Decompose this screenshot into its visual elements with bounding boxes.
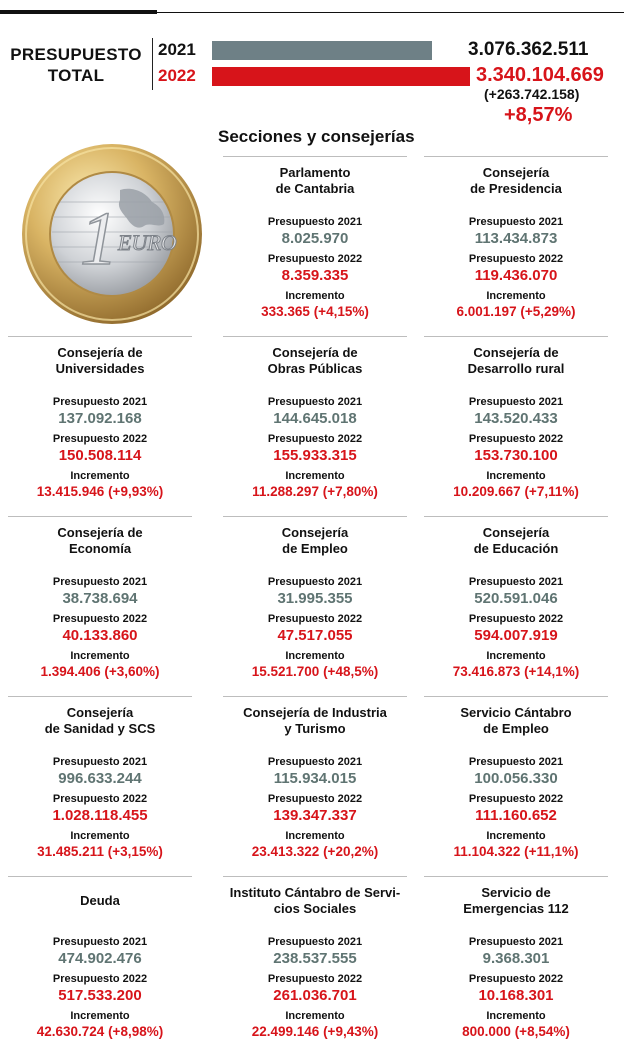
section-name-line1: Parlamento [279, 165, 351, 180]
section-rule [424, 336, 608, 337]
section-rule [223, 516, 407, 517]
section-name [8, 521, 192, 561]
increment-value: 333.365 (+4,15%) [261, 304, 369, 319]
increment-value: 1.394.406 (+3,60%) [40, 664, 160, 679]
section-name-line2: cios Sociales [273, 901, 357, 916]
section-name-line2: y Turismo [284, 721, 346, 736]
section-name-line1: Consejería [281, 525, 349, 540]
section-name-line1: Consejería [482, 525, 550, 540]
budget-2021-label: Presupuesto 2021 [468, 936, 564, 948]
section-rule [8, 516, 192, 517]
section-name [223, 161, 407, 201]
budget-2021-value: 474.902.476 [58, 950, 142, 967]
section-name-line2: de Sanidad y SCS [44, 721, 156, 736]
total-value-2021: 3.076.362.511 [468, 39, 589, 60]
increment-label: Incremento [486, 830, 546, 842]
section-card [8, 516, 192, 696]
budget-2022-value: 155.933.315 [273, 447, 357, 464]
budget-2022-value: 40.133.860 [62, 627, 138, 644]
budget-2021-label: Presupuesto 2021 [267, 396, 363, 408]
increment-label: Incremento [486, 650, 546, 662]
budget-2021-value: 115.934.015 [273, 770, 357, 787]
budget-2022-label: Presupuesto 2022 [468, 973, 564, 985]
total-value-2022: 3.340.104.669 [476, 64, 604, 86]
section-name-line2: Emergencias 112 [463, 901, 569, 916]
section-rule [223, 156, 407, 157]
budget-2021-label: Presupuesto 2021 [52, 936, 148, 948]
coin-text: EURO [118, 230, 177, 255]
increment-value: 15.521.700 (+48,5%) [251, 664, 379, 679]
budget-2022-label: Presupuesto 2022 [267, 793, 363, 805]
budget-2022-label: Presupuesto 2022 [468, 253, 564, 265]
budget-2022-value: 47.517.055 [277, 627, 353, 644]
section-card [223, 876, 407, 1056]
increment-label: Incremento [486, 1010, 546, 1022]
increment-value: 22.499.146 (+9,43%) [251, 1024, 379, 1039]
increment-value: 6.001.197 (+5,29%) [456, 304, 576, 319]
section-rule [223, 336, 407, 337]
budget-2021-label: Presupuesto 2021 [267, 216, 363, 228]
section-rule [223, 876, 407, 877]
budget-2021-label: Presupuesto 2021 [52, 576, 148, 588]
section-name-line1: Consejería de [473, 345, 559, 360]
budget-2021-value: 143.520.433 [474, 410, 558, 427]
budget-2022-value: 10.168.301 [478, 987, 554, 1004]
increment-label: Incremento [70, 650, 130, 662]
increment-value: 10.209.667 (+7,11%) [453, 484, 579, 499]
budget-2022-label: Presupuesto 2022 [52, 433, 148, 445]
budget-2021-value: 137.092.168 [58, 410, 142, 427]
budget-2022-label: Presupuesto 2022 [52, 793, 148, 805]
section-name [223, 701, 407, 741]
section-name [8, 701, 192, 741]
increment-label: Incremento [285, 830, 345, 842]
increment-value: 11.104.322 (+11,1%) [453, 844, 579, 859]
budget-2021-label: Presupuesto 2021 [52, 396, 148, 408]
section-card [223, 516, 407, 696]
budget-2021-label: Presupuesto 2021 [468, 756, 564, 768]
budget-2021-value: 100.056.330 [474, 770, 558, 787]
section-name-line2: Desarrollo rural [467, 361, 565, 376]
budget-2021-value: 38.738.694 [62, 590, 138, 607]
section-name-line1: Deuda [80, 893, 120, 908]
section-rule [8, 696, 192, 697]
section-name-line1: Consejería de [272, 345, 358, 360]
section-name [424, 521, 608, 561]
total-label-line2: TOTAL [47, 66, 105, 85]
section-name [8, 341, 192, 381]
budget-2022-value: 119.436.070 [474, 267, 558, 284]
section-card [8, 876, 192, 1056]
section-rule [8, 336, 192, 337]
section-name-line1: Consejería de [57, 525, 143, 540]
budget-2022-label: Presupuesto 2022 [267, 433, 363, 445]
increment-label: Incremento [285, 470, 345, 482]
section-card [424, 696, 608, 876]
section-name-line2: Universidades [55, 361, 145, 376]
increment-label: Incremento [285, 650, 345, 662]
budget-2021-value: 31.995.355 [277, 590, 353, 607]
section-rule [8, 876, 192, 877]
section-name-line2: Economía [68, 541, 132, 556]
budget-2022-value: 594.007.919 [474, 627, 558, 644]
increment-label: Incremento [285, 290, 345, 302]
header-rule-thick [0, 10, 157, 14]
budget-2021-label: Presupuesto 2021 [52, 756, 148, 768]
budget-2022-value: 261.036.701 [273, 987, 357, 1004]
section-name-line2: de Empleo [483, 721, 549, 736]
budget-2021-value: 9.368.301 [482, 950, 550, 967]
section-name-line2: de Educación [473, 541, 559, 556]
total-label [8, 44, 144, 86]
section-name-line1: Consejería de [57, 345, 143, 360]
section-card [223, 696, 407, 876]
budget-2022-value: 517.533.200 [58, 987, 142, 1004]
coin-numeral: 1 [80, 197, 118, 281]
bar-2022 [212, 67, 470, 86]
budget-2022-label: Presupuesto 2022 [267, 253, 363, 265]
section-name [223, 881, 407, 921]
euro-coin-icon [20, 142, 204, 326]
budget-2022-value: 139.347.337 [273, 807, 357, 824]
section-name-line2: de Empleo [282, 541, 348, 556]
section-card [223, 336, 407, 516]
budget-2022-label: Presupuesto 2022 [267, 973, 363, 985]
budget-2021-label: Presupuesto 2021 [468, 216, 564, 228]
section-name-line1: Consejería [66, 705, 134, 720]
budget-2021-label: Presupuesto 2021 [468, 576, 564, 588]
section-name-line1: Servicio Cántabro [460, 705, 572, 720]
budget-2021-value: 8.025.970 [281, 230, 349, 247]
increment-value: 73.416.873 (+14,1%) [452, 664, 580, 679]
budget-2021-value: 238.537.555 [273, 950, 357, 967]
sections-subtitle: Secciones y consejerías [218, 127, 415, 146]
budget-2021-value: 520.591.046 [474, 590, 558, 607]
section-card [424, 516, 608, 696]
section-name [424, 341, 608, 381]
section-name-line2: de Cantabria [275, 181, 355, 196]
section-rule [223, 696, 407, 697]
increment-value: 42.630.724 (+8,98%) [36, 1024, 164, 1039]
budget-2022-label: Presupuesto 2022 [468, 793, 564, 805]
year-2022-label: 2022 [158, 66, 196, 85]
section-name-line2: de Presidencia [470, 181, 562, 196]
section-name [223, 341, 407, 381]
budget-2022-value: 150.508.114 [58, 447, 142, 464]
total-percent-change: +8,57% [504, 104, 573, 126]
increment-label: Incremento [70, 470, 130, 482]
increment-value: 11.288.297 (+7,80%) [252, 484, 378, 499]
section-rule [424, 516, 608, 517]
section-name-line1: Consejería de Industria [243, 705, 387, 720]
budget-2021-value: 113.434.873 [474, 230, 558, 247]
increment-label: Incremento [70, 1010, 130, 1022]
section-name-line1: Servicio de [481, 885, 551, 900]
budget-2021-label: Presupuesto 2021 [267, 756, 363, 768]
section-card [8, 336, 192, 516]
budget-2021-value: 996.633.244 [58, 770, 142, 787]
increment-label: Incremento [285, 1010, 345, 1022]
section-name-line1: Consejería [482, 165, 550, 180]
header-rule-thin [157, 12, 624, 13]
budget-2021-label: Presupuesto 2021 [468, 396, 564, 408]
section-name-line2: Obras Públicas [267, 361, 363, 376]
increment-value: 23.413.322 (+20,2%) [251, 844, 379, 859]
increment-label: Incremento [70, 830, 130, 842]
budget-2022-value: 111.160.652 [475, 807, 557, 824]
budget-2022-label: Presupuesto 2022 [468, 433, 564, 445]
section-card [424, 336, 608, 516]
section-card [8, 696, 192, 876]
section-rule [424, 156, 608, 157]
budget-2022-label: Presupuesto 2022 [267, 613, 363, 625]
section-name-line1: Instituto Cántabro de Servi- [229, 885, 401, 900]
section-card [424, 156, 608, 336]
budget-2021-label: Presupuesto 2021 [267, 936, 363, 948]
year-2021-label: 2021 [158, 40, 196, 59]
section-name [8, 881, 192, 921]
increment-label: Incremento [486, 290, 546, 302]
budget-2022-label: Presupuesto 2022 [468, 613, 564, 625]
section-rule [424, 696, 608, 697]
increment-value: 31.485.211 (+3,15%) [37, 844, 163, 859]
increment-label: Incremento [486, 470, 546, 482]
budget-2022-value: 153.730.100 [474, 447, 558, 464]
budget-2021-value: 144.645.018 [273, 410, 357, 427]
section-name [424, 701, 608, 741]
budget-2022-value: 1.028.118.455 [52, 807, 148, 824]
section-card [223, 156, 407, 336]
total-divider [152, 38, 153, 90]
bar-2021 [212, 41, 432, 60]
budget-2021-label: Presupuesto 2021 [267, 576, 363, 588]
section-name [223, 521, 407, 561]
section-rule [424, 876, 608, 877]
budget-2022-label: Presupuesto 2022 [52, 613, 148, 625]
increment-value: 800.000 (+8,54%) [462, 1024, 570, 1039]
section-card [424, 876, 608, 1056]
section-name [424, 161, 608, 201]
budget-2022-label: Presupuesto 2022 [52, 973, 148, 985]
budget-2022-value: 8.359.335 [281, 267, 349, 284]
total-label-line1: PRESUPUESTO [10, 45, 142, 64]
section-name [424, 881, 608, 921]
total-difference: (+263.742.158) [484, 86, 580, 102]
increment-value: 13.415.946 (+9,93%) [36, 484, 164, 499]
